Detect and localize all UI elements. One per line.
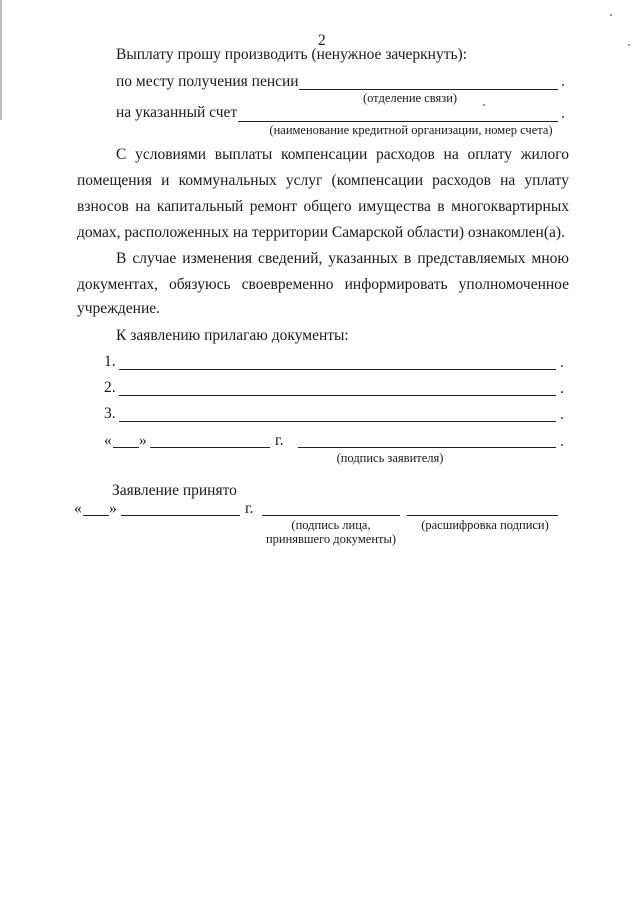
accepted-quote-open: « [74,500,82,517]
accepted-signature-line [262,515,400,516]
applicant-quote-open: « [104,432,112,449]
conditions-line-2: помещения и коммунальных услуг (компенсации расходов на уплату [77,172,569,189]
applicant-month-line [150,447,270,448]
document-item-1-line [119,369,556,370]
scan-speck [610,14,612,16]
applicant-signature-caption: (подпись заявителя) [336,451,444,465]
pension-field-line [299,89,558,90]
applicant-year-suffix: г. [275,432,284,449]
document-item-2-dot: . [560,380,564,397]
document-item-3-number: 3. [104,405,116,422]
accepted-decode-caption: (расшифровка подписи) [421,518,549,532]
document-item-3-dot: . [560,406,564,423]
accepted-day-line [83,515,109,516]
changes-line-3: учреждение. [77,300,160,317]
accepted-year-suffix: г. [245,500,254,517]
pension-line-dot: . [561,73,565,90]
payment-heading: Выплату прошу производить (ненужное зачеркнуть): [116,46,468,63]
pension-label: по месту получения пенсии [116,73,299,90]
accepted-month-line [121,515,240,516]
document-item-1-number: 1. [104,353,116,370]
document-item-3-line [119,421,556,422]
account-label: на указанный счет [116,104,238,121]
conditions-line-1: С условиями выплаты компенсации расходов на оплату жилого [116,146,569,163]
accepted-signature-caption-2: принявшего документы) [265,532,397,546]
changes-line-1: В случае изменения сведений, указанных в представляемых мною [116,250,569,267]
applicant-quote-close: » [139,432,147,449]
conditions-line-4: домах, расположенных на территории Самарской области) ознакомлен(а). [77,224,565,241]
scan-speck [628,44,630,46]
document-item-2-line [119,395,556,396]
applicant-signature-line [298,447,556,448]
applicant-line-dot: . [560,433,564,450]
changes-line-2: документах, обязуюсь своевременно информировать уполномоченное [77,276,569,293]
page-number: 2 [318,32,326,49]
accepted-heading: Заявление принято [112,482,237,499]
pension-caption: (отделение связи) [362,91,458,105]
conditions-line-3: взносов на капитальный ремонт общего имущества в многоквартирных [77,198,569,215]
document-item-1-dot: . [560,354,564,371]
account-line-dot: . [561,105,565,122]
applicant-day-line [113,447,139,448]
scan-edge [0,0,2,120]
account-caption: (наименование кредитной организации, номер счета) [269,123,553,137]
documents-heading: К заявлению прилагаю документы: [116,327,349,344]
accepted-quote-close: » [109,500,117,517]
accepted-signature-caption-1: (подпись лица, [291,518,371,532]
document-item-2-number: 2. [104,379,116,396]
account-field-line [238,121,558,122]
accepted-decode-line [407,515,558,516]
